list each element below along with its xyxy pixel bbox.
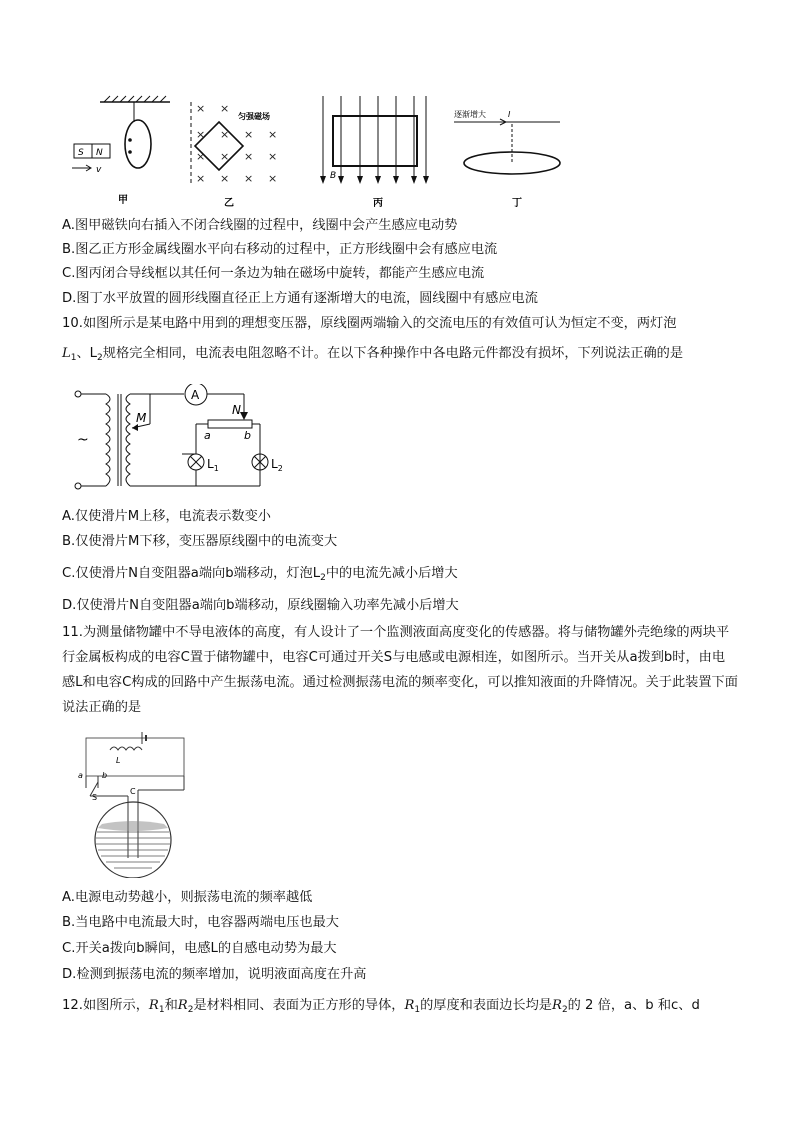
q10-option-c: C.仅使滑片N自变阻器a端向b端移动，灯泡$L_2$中的电流先减小后增大	[62, 566, 458, 583]
magnet-s-label: S	[78, 148, 84, 158]
svg-text:×: ×	[220, 102, 230, 115]
svg-text:×: ×	[268, 150, 278, 163]
magnet-n-label: N	[96, 148, 103, 158]
switch-s-label: S	[92, 793, 98, 802]
q10-option-d: D.仅使滑片N自变阻器a端向b端移动，原线圈输入功率先减小后增大	[62, 598, 459, 613]
q10-circuit-diagram	[66, 384, 286, 496]
q11-stem: 11.为测量储物罐中不导电液体的高度，有人设计了一个监测液面高度变化的传感器。将与储物罐外壳绝缘的两块平行金属板构成的电容C置于储物罐中，电容C可通过开关S与电感或电源相连，如图所示。当开关从a拨到b时，由电感L和电容C构成的回路中产生振荡电流。通过检测振荡电流的频率变化，可以推知液面的升降情况。关于此装置下面说法正确的是	[62, 625, 738, 715]
figure-bing	[320, 96, 429, 209]
svg-text:×: ×	[196, 102, 206, 115]
svg-text:×: ×	[220, 150, 230, 163]
svg-text:×: ×	[220, 128, 230, 141]
inductor-l-label: L	[116, 756, 121, 765]
svg-text:×: ×	[244, 128, 254, 141]
q10-stem-line1: 10.如图所示是某电路中用到的理想变压器，原线圈两端输入的交流电压的有效值可认为恒定不变，两灯泡	[62, 316, 677, 331]
figure-bing-label: 丙	[373, 198, 383, 209]
ac-symbol: ~	[77, 432, 89, 448]
q10-option-a: A.仅使滑片M上移，电流表示数变小	[62, 509, 271, 524]
q9-option-d: D.图丁水平放置的圆形线圈直径正上方通有逐渐增大的电流，圆线圈中有感应电流	[62, 291, 538, 306]
q10-option-b: B.仅使滑片M下移，变压器原线圈中的电流变大	[62, 534, 338, 549]
terminal-a-label: a	[204, 429, 211, 442]
figure-ding	[454, 109, 560, 209]
switch-b-label: b	[102, 771, 108, 780]
velocity-label: v	[96, 165, 102, 175]
svg-text:×: ×	[268, 128, 278, 141]
figure-yi-label: 乙	[224, 198, 234, 209]
q12-stem: 12.如图所示，$R_1$和$R_2$是材料相同、表面为正方形的导体，$R_1$的厚度和表面边长均是$R_2$的 2 倍，a、b 和c、d	[62, 998, 700, 1015]
q9-option-b: B.图乙正方形金属线圈水平向右移动的过程中，正方形线圈中会有感应电流	[62, 242, 498, 257]
q11-option-b: B.当电路中电流最大时，电容器两端电压也最大	[62, 915, 339, 930]
switch-a-label: a	[78, 771, 83, 780]
figure-jia-label: 甲	[118, 195, 128, 206]
field-label: 匀强磁场	[238, 112, 270, 121]
svg-text:×: ×	[268, 172, 278, 185]
figure-jia	[72, 96, 170, 206]
q11-option-a: A.电源电动势越小，则振荡电流的频率越低	[62, 890, 313, 905]
q10-stem-line2: $L_1$、$L_2$规格完全相同，电流表电阻忽略不计。在以下各种操作中各电路元件都没有损坏，下列说法正确的是	[62, 346, 684, 363]
q11-option-d: D.检测到振荡电流的频率增加，说明液面高度在升高	[62, 967, 367, 982]
current-symbol: I	[508, 110, 511, 119]
figure-ding-label: 丁	[512, 198, 522, 209]
current-increase-label: 逐渐增大	[454, 110, 486, 119]
terminal-b-label: b	[244, 429, 251, 442]
ammeter-symbol: A	[191, 388, 200, 402]
svg-text:×: ×	[244, 172, 254, 185]
slider-m-label: M	[136, 411, 147, 425]
q11-sensor-diagram	[72, 728, 192, 878]
q9-option-c: C.图丙闭合导线框以其任何一条边为轴在磁场中旋转，都能产生感应电流	[62, 266, 485, 281]
svg-text:×: ×	[196, 128, 206, 141]
lamp-l1-label: $L_1$	[207, 457, 219, 473]
svg-text:×: ×	[220, 172, 230, 185]
q9-figures	[60, 92, 580, 210]
svg-text:×: ×	[196, 172, 206, 185]
q9-option-a: A.图甲磁铁向右插入不闭合线圈的过程中，线圈中会产生感应电动势	[62, 218, 458, 233]
capacitor-c-label: C	[130, 787, 136, 796]
figure-yi	[191, 102, 277, 209]
slider-n-label: N	[232, 403, 241, 417]
svg-text:×: ×	[196, 150, 206, 163]
lamp-l2-label: $L_2$	[271, 457, 283, 473]
field-b-label: B	[330, 171, 337, 181]
q11-option-c: C.开关a拨向b瞬间，电感L的自感电动势为最大	[62, 941, 337, 956]
svg-text:×: ×	[244, 150, 254, 163]
